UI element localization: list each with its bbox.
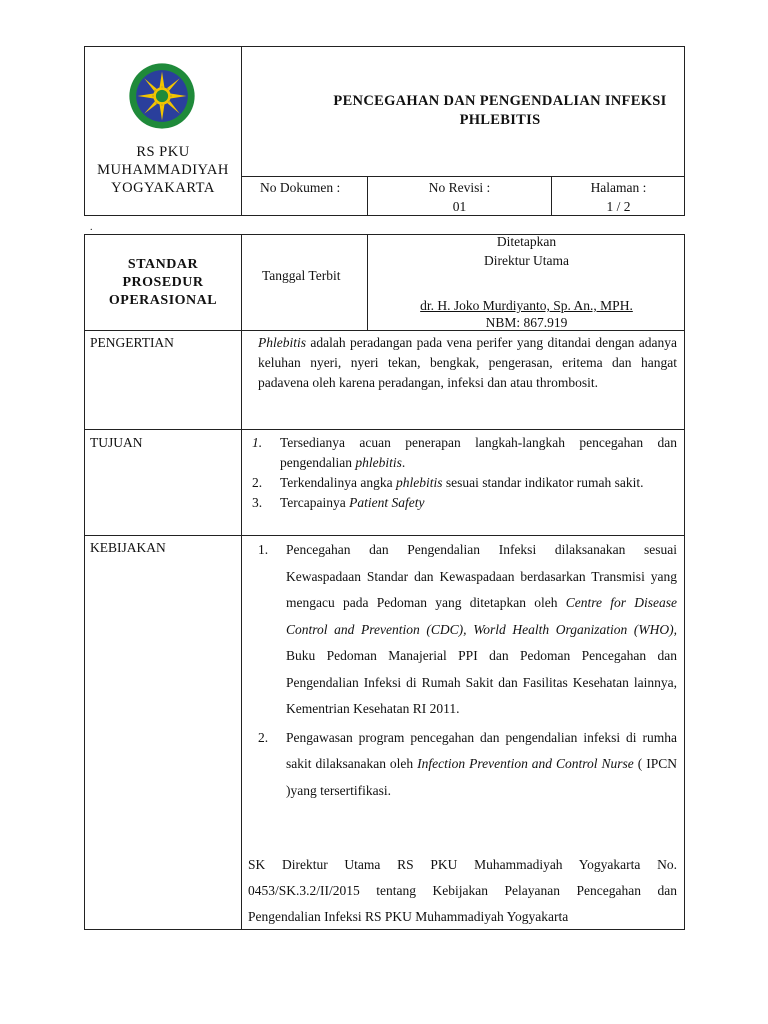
org-line-3: YOGYAKARTA	[111, 180, 215, 196]
doc-no-label: No Dokumen :	[260, 180, 341, 195]
page-cell	[552, 178, 685, 216]
org-name	[86, 143, 240, 197]
kebijakan-list	[256, 537, 677, 804]
pengertian-term: Phlebitis	[258, 335, 306, 350]
muhammadiyah-emblem-icon	[128, 62, 196, 130]
document-title	[300, 92, 700, 130]
header-row-divider	[241, 176, 685, 177]
director-signature	[368, 297, 685, 331]
approved-label: Ditetapkan	[496, 234, 557, 249]
list-item: 1. Tersedianya acuan penerapan langkah-langkah pencegahan dan pengendalian phlebitis.	[252, 435, 677, 470]
hospital-logo	[128, 62, 196, 130]
sop-label: STANDAR PROSEDUR OPERASIONAL	[108, 257, 218, 308]
pengertian-text: Phlebitis adalah peradangan pada vena perifer yang ditandai dengan adanya keluhan nyeri, nyeri tekan, bengkak, pengerasan, eritema dan hangat padavena oleh karena peradangan, infeksi dan atau thrombosit.	[258, 335, 677, 390]
revision-label: No Revisi :	[428, 180, 491, 195]
revision-cell	[368, 178, 551, 216]
revision-value: 01	[452, 199, 467, 214]
document-title-line-2: PHLEBITIS	[459, 112, 541, 128]
label-column-divider	[241, 234, 242, 930]
director-title: Direktur Utama	[483, 253, 570, 268]
separator-dot: .	[90, 222, 93, 233]
org-line-1: RS PKU	[136, 144, 190, 160]
page-value: 1 / 2	[606, 199, 631, 214]
document-title-line-1: PENCEGAHAN DAN PENGENDALIAN INFEKSI	[333, 93, 667, 109]
issue-date-label: Tanggal Terbit	[262, 268, 341, 283]
list-item: 2. Pengawasan program pencegahan dan pengendalian infeksi di rumha sakit dilaksanakan oleh Infection Prevention and Control Nurse ( IPCN )yang tersertifikasi.	[258, 729, 677, 798]
org-line-2: MUHAMMADIYAH	[97, 162, 229, 178]
list-item: 1. Pencegahan dan Pengendalian Infeksi dilaksanakan sesuai Kewaspadaan Standar dan Kewaspadaan berdasarkan Transmisi yang mengacu pada Pedoman yang ditetapkan oleh Centre for Disease Control and Prevention (CDC), World Health Organization (WHO), Buku Pedoman Manajerial PPI dan Pedoman Pencegahan dan Pengendalian Infeksi di Rumah Sakit dan Fasilitas Kesehatan lainnya, Kementrian Kesehatan RI 2011.	[258, 542, 677, 716]
header-divider	[241, 46, 242, 216]
list-item: 3. Tercapainya Patient Safety	[252, 495, 425, 510]
page-label: Halaman :	[590, 180, 647, 195]
pengertian-label: PENGERTIAN	[90, 335, 174, 350]
tujuan-list	[250, 433, 677, 513]
director-name: dr. H. Joko Murdiyanto, Sp. An., MPH.	[420, 298, 633, 313]
tujuan-label: TUJUAN	[90, 435, 143, 450]
director-nbm: NBM: 867.919	[485, 315, 568, 330]
list-item: 2. Terkendalinya angka phlebitis sesuai standar indikator rumah sakit.	[252, 475, 644, 490]
approval-block	[368, 232, 685, 270]
kebijakan-label: KEBIJAKAN	[90, 540, 166, 555]
sk-reference-text: SK Direktur Utama RS PKU Muhammadiyah Yogyakarta No. 0453/SK.3.2/II/2015 tentang Kebijakan Pelayanan Pencegahan dan Pengendalian Infeksi RS PKU Muhammadiyah Yogyakarta	[248, 857, 677, 924]
